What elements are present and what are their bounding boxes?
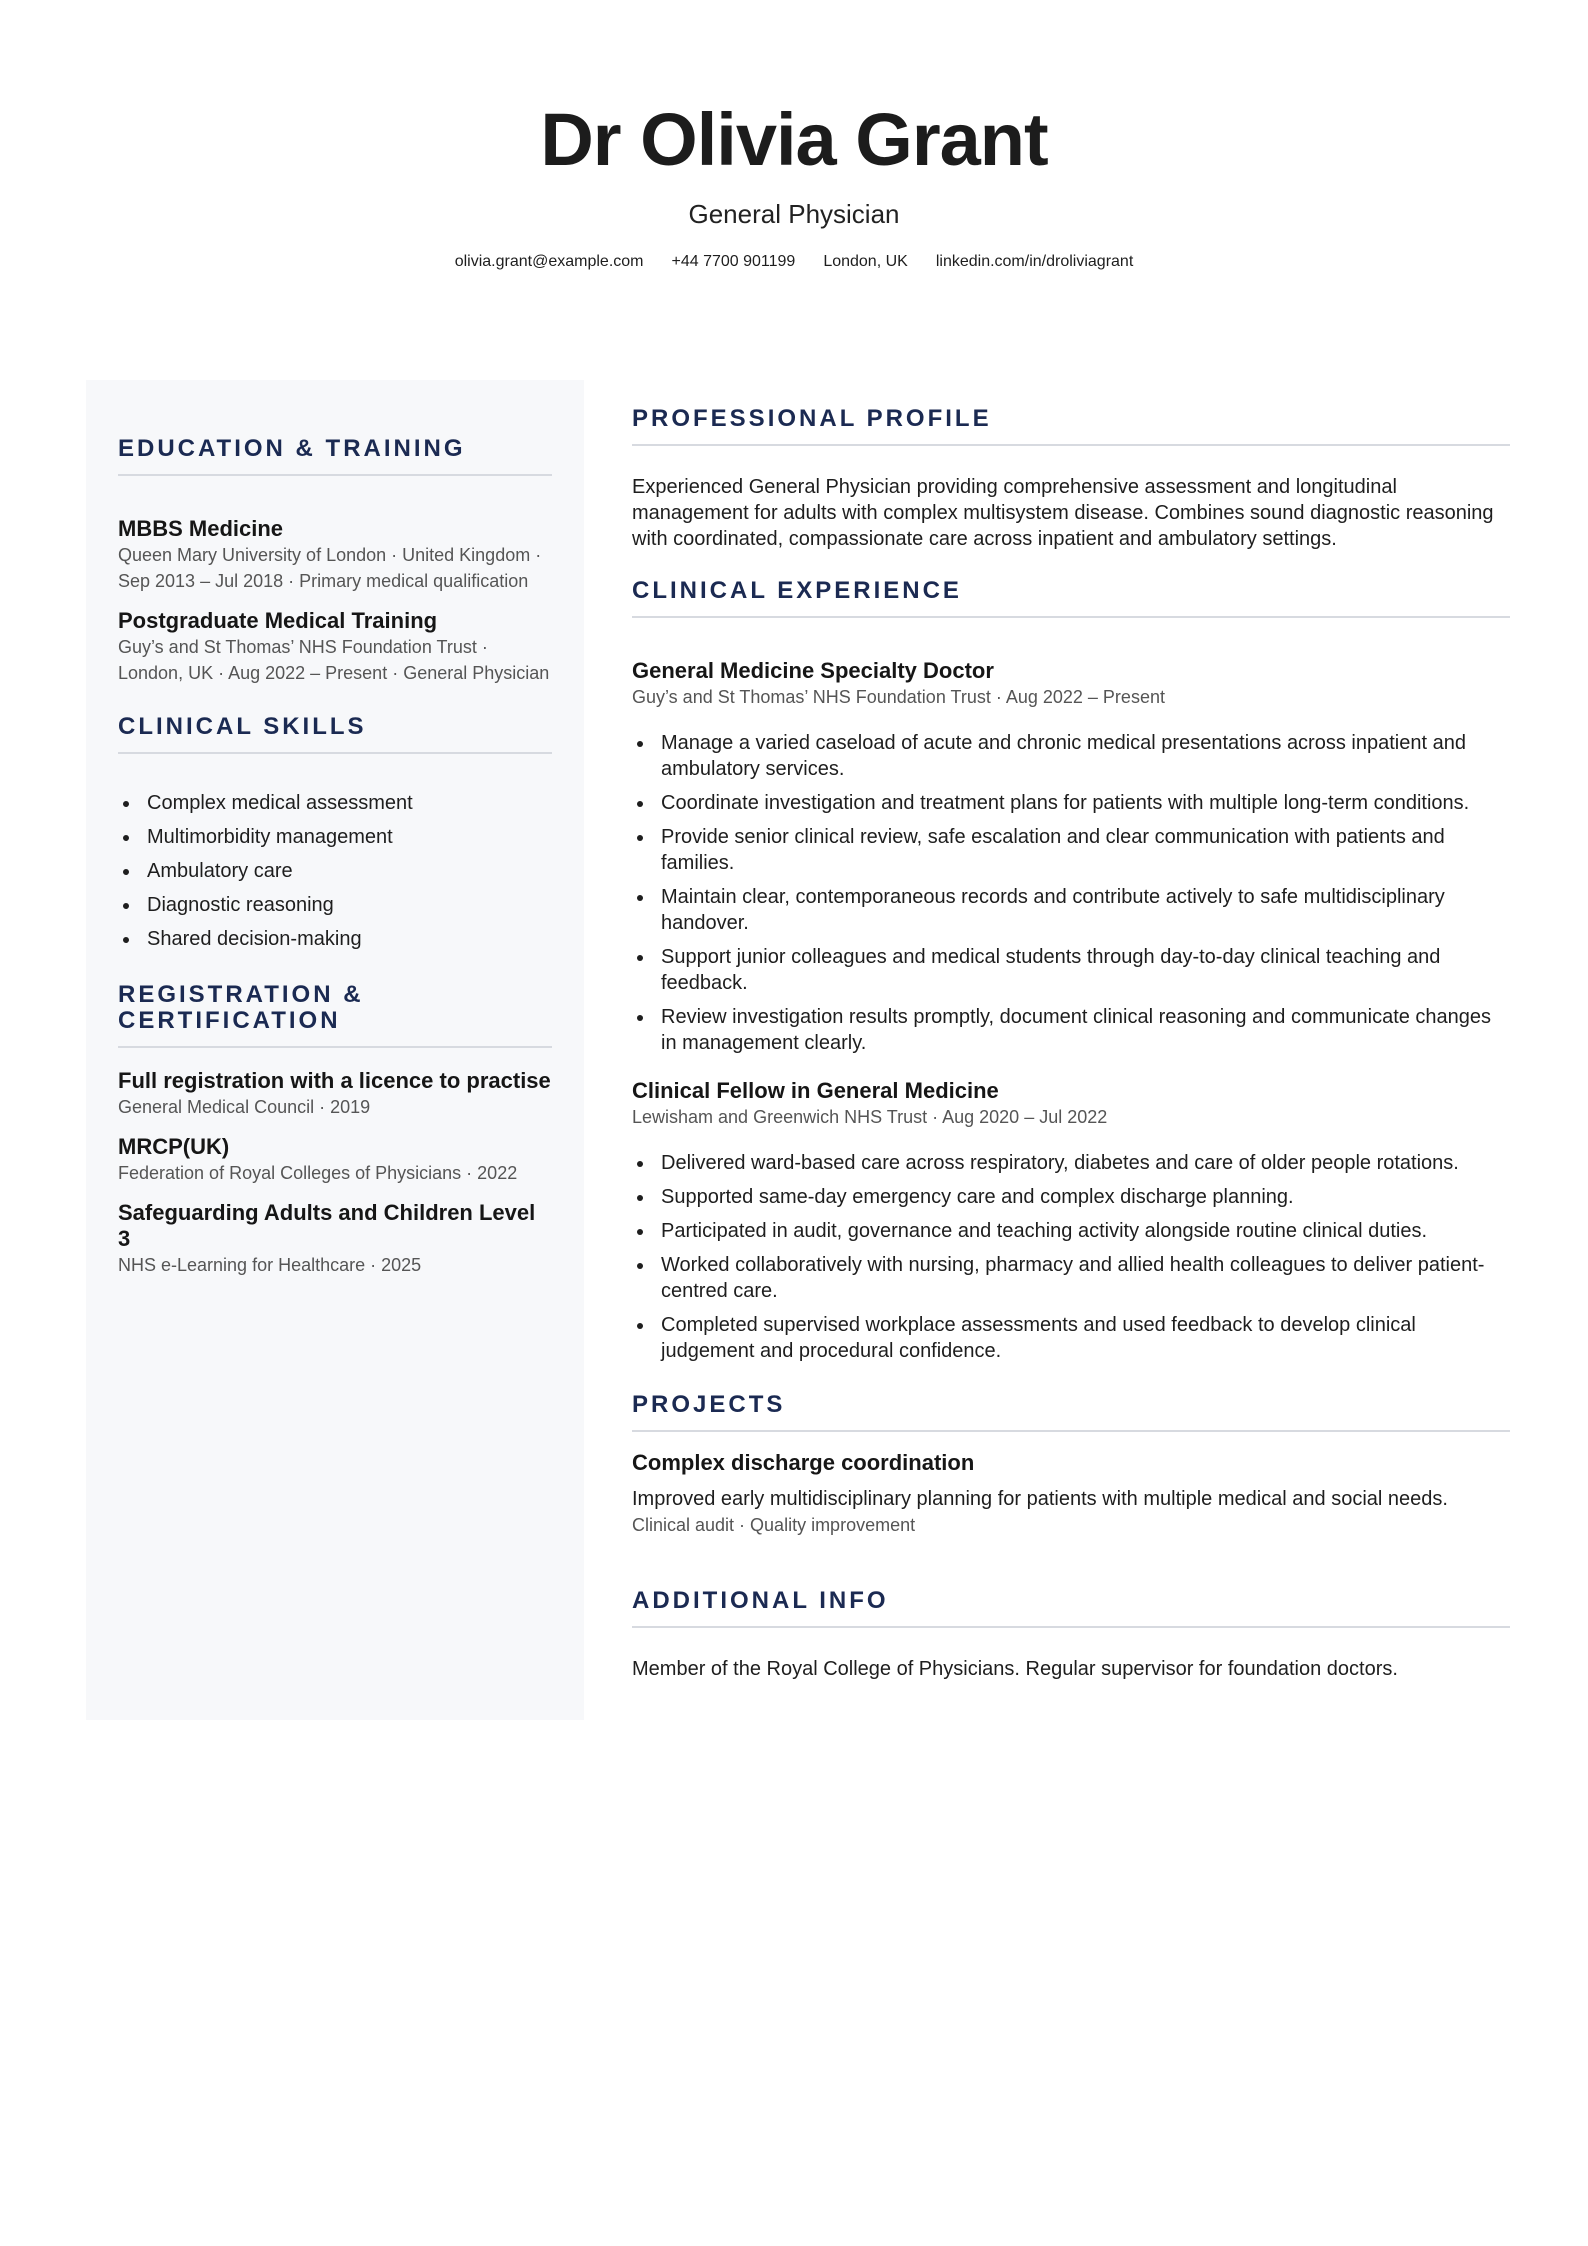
divider: [118, 474, 552, 476]
skill-item: Shared decision-making: [147, 926, 552, 952]
job-entry: [632, 1078, 1510, 1364]
experience-section: [632, 578, 1510, 1364]
job-bullet: Coordinate investigation and treatment plans for patients with multiple long-term conditions.: [661, 790, 1510, 816]
certification-item: [118, 1200, 552, 1278]
main-column: [632, 380, 1510, 1682]
registration-section: [118, 982, 552, 1278]
job-bullets: [632, 1150, 1510, 1364]
certification-item: [118, 1134, 552, 1186]
contact-phone[interactable]: +44 7700 901199: [671, 253, 796, 270]
education-item-meta: Guy’s and St Thomas’ NHS Foundation Trust · London, UK · Aug 2022 – Present · General Physician: [118, 637, 550, 683]
certification-meta: General Medical Council · 2019: [118, 1097, 371, 1117]
skill-item: Diagnostic reasoning: [147, 892, 552, 918]
education-heading: EDUCATION & TRAINING: [118, 435, 466, 462]
skills-section: [118, 714, 552, 952]
project-tags: Clinical audit · Quality improvement: [632, 1515, 916, 1535]
job-bullets: [632, 730, 1510, 1056]
job-bullet: Maintain clear, contemporaneous records and contribute actively to safe multidisciplinary handover.: [661, 884, 1510, 936]
divider: [632, 616, 1510, 618]
divider: [632, 1626, 1510, 1628]
resume-header: [0, 96, 1588, 272]
certification-meta: Federation of Royal Colleges of Physicians · 2022: [118, 1163, 518, 1183]
job-bullet: Review investigation results promptly, document clinical reasoning and communicate changes in management clearly.: [661, 1004, 1510, 1056]
education-item-title: MBBS Medicine: [118, 516, 284, 541]
certification-title: MRCP(UK): [118, 1134, 230, 1159]
divider: [632, 444, 1510, 446]
candidate-name: Dr Olivia Grant: [540, 98, 1048, 181]
education-item: [118, 608, 552, 686]
education-item-title: Postgraduate Medical Training: [118, 608, 438, 633]
job-bullet: Supported same-day emergency care and complex discharge planning.: [661, 1184, 1510, 1210]
education-section: [118, 436, 552, 686]
contact-linkedin[interactable]: linkedin.com/in/droliviagrant: [935, 253, 1134, 270]
candidate-role: General Physician: [688, 199, 900, 229]
projects-section: [632, 1392, 1510, 1538]
divider: [118, 1046, 552, 1048]
job-bullet: Support junior colleagues and medical students through day-to-day clinical teaching and feedback.: [661, 944, 1510, 996]
job-bullet: Delivered ward-based care across respiratory, diabetes and care of older people rotations.: [661, 1150, 1510, 1176]
profile-section: [632, 406, 1510, 552]
job-bullet: Participated in audit, governance and teaching activity alongside routine clinical duties.: [661, 1218, 1510, 1244]
projects-heading: PROJECTS: [632, 1391, 786, 1418]
registration-heading: REGISTRATION & CERTIFICATION: [118, 981, 364, 1034]
job-title: General Medicine Specialty Doctor: [632, 658, 994, 683]
job-bullet: Manage a varied caseload of acute and chronic medical presentations across inpatient and ambulatory services.: [661, 730, 1510, 782]
sidebar: [86, 380, 584, 1720]
job-entry: [632, 658, 1510, 1056]
job-bullet: Provide senior clinical review, safe escalation and clear communication with patients and families.: [661, 824, 1510, 876]
education-item-meta: Queen Mary University of London · United Kingdom · Sep 2013 – Jul 2018 · Primary medical qualification: [118, 545, 542, 591]
contact-line: [0, 252, 1588, 272]
skill-item: Ambulatory care: [147, 858, 552, 884]
profile-text: Experienced General Physician providing comprehensive assessment and longitudinal management for adults with complex multisystem disease. Combines sound diagnostic reasoning with coordinated, compassionate care across inpatient and ambulatory settings.: [632, 476, 1494, 550]
skill-item: Multimorbidity management: [147, 824, 552, 850]
additional-section: [632, 1588, 1510, 1682]
certification-title: Safeguarding Adults and Children Level 3: [118, 1200, 536, 1251]
certification-title: Full registration with a licence to practise: [118, 1068, 551, 1093]
additional-heading: ADDITIONAL INFO: [632, 1587, 889, 1614]
contact-location: London, UK: [823, 253, 908, 270]
job-meta: Guy’s and St Thomas’ NHS Foundation Trust · Aug 2022 – Present: [632, 687, 1165, 707]
project-item: [632, 1450, 1510, 1538]
profile-heading: PROFESSIONAL PROFILE: [632, 405, 992, 432]
certification-item: [118, 1068, 552, 1120]
education-item: [118, 516, 552, 594]
skill-item: Complex medical assessment: [147, 790, 552, 816]
divider: [632, 1430, 1510, 1432]
divider: [118, 752, 552, 754]
certification-meta: NHS e-Learning for Healthcare · 2025: [118, 1255, 422, 1275]
job-meta: Lewisham and Greenwich NHS Trust · Aug 2020 – Jul 2022: [632, 1107, 1108, 1127]
experience-heading: CLINICAL EXPERIENCE: [632, 577, 962, 604]
skills-heading: CLINICAL SKILLS: [118, 713, 367, 740]
project-description: Improved early multidisciplinary planning for patients with multiple medical and social needs.: [632, 1488, 1448, 1510]
skills-list: [118, 790, 552, 952]
job-title: Clinical Fellow in General Medicine: [632, 1078, 999, 1103]
job-bullet: Completed supervised workplace assessments and used feedback to develop clinical judgement and procedural confidence.: [661, 1312, 1510, 1364]
contact-email[interactable]: olivia.grant@example.com: [454, 253, 644, 270]
job-bullet: Worked collaboratively with nursing, pharmacy and allied health colleagues to deliver patient-centred care.: [661, 1252, 1510, 1304]
additional-text: Member of the Royal College of Physicians. Regular supervisor for foundation doctors.: [632, 1658, 1398, 1680]
project-title: Complex discharge coordination: [632, 1450, 975, 1475]
